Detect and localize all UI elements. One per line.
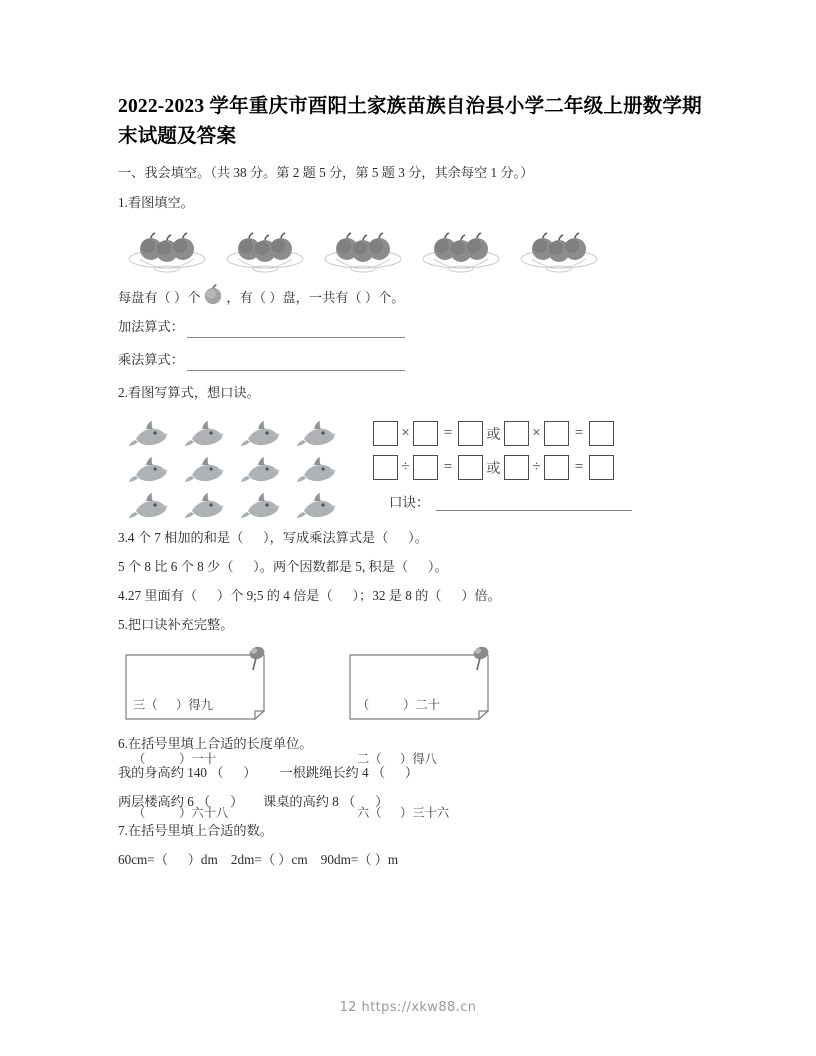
apple-plates-illustration (126, 225, 698, 281)
apple-plate-icon (322, 225, 404, 281)
bird-icon (128, 419, 173, 451)
division-equation-row (373, 455, 632, 480)
bird-icon (184, 491, 229, 523)
addition-expression-row (118, 316, 698, 338)
equals-operator: = (443, 459, 453, 475)
question-2-prompt: 2.看图写算式，想口诀。 (118, 385, 260, 400)
page-footer: 12 https://xkw88.cn (339, 1000, 477, 1015)
multiplication-expression-label: 乘法算式： (118, 352, 184, 367)
koujue-line: （ ）一十 (133, 752, 217, 766)
bird-icon (184, 455, 229, 487)
koujue-line: 六（ ）三十六 (357, 806, 450, 820)
koujue-line: （ ）六十八 (133, 806, 229, 820)
answer-box[interactable] (504, 455, 529, 480)
question-1-fill-text-b: ，有（ ）盘，一共有（ ）个。 (226, 290, 405, 305)
koujue-label: 口诀： (389, 495, 430, 510)
multiply-operator: × (532, 425, 541, 441)
multiplication-expression-row (118, 349, 698, 371)
answer-box[interactable] (504, 421, 529, 446)
addition-answer-blank[interactable] (187, 323, 405, 338)
or-conjunction: 或 (486, 427, 501, 443)
question-7-line-1: 60cm=（ ）dm 2dm=（ ）cm 90dm=（ ）m (118, 852, 399, 867)
question-1-prompt: 1.看图填空。 (118, 195, 194, 210)
answer-box[interactable] (589, 455, 614, 480)
koujue-row (389, 491, 632, 511)
question-6-line-1: 我的身高约 140 （ ） 一根跳绳长约 4 （ ） (118, 765, 419, 780)
section-one-heading: 一、我会填空。（共 38 分。第 2 题 5 分，第 5 题 3 分，其余每空 1 分。） (118, 165, 534, 180)
koujue-card-right (348, 647, 492, 820)
answer-box[interactable] (373, 421, 398, 446)
divide-operator: ÷ (532, 459, 541, 475)
question-4-line-1: 4.27 里面有（ ）个 9;5 的 4 倍是（ ）；32 是 8 的（ ）倍。 (118, 588, 501, 603)
question-3-line-2: 5 个 8 比 6 个 8 少（ ）。两个因数都是 5, 积是（ ）。 (118, 559, 448, 574)
bird-icon (240, 419, 285, 451)
answer-box[interactable] (458, 455, 483, 480)
bird-icon (296, 419, 341, 451)
question-5-prompt: 5.把口诀补充完整。 (118, 617, 234, 632)
answer-box[interactable] (373, 455, 398, 480)
question-1-fill-row (118, 287, 698, 309)
apple-plate-icon (126, 225, 208, 281)
koujue-card-left-lines (133, 660, 265, 858)
page-title: 2022-2023 学年重庆市酉阳土家族苗族自治县小学二年级上册数学期末试题及答案 (118, 96, 702, 147)
bird-icon (128, 491, 173, 523)
bird-icon (296, 491, 341, 523)
multiply-operator: × (401, 425, 410, 441)
koujue-line: （ ）二十 (357, 698, 441, 712)
answer-box[interactable] (413, 421, 438, 446)
apple-plate-icon (518, 225, 600, 281)
bird-icon (296, 455, 341, 487)
equals-operator: = (574, 425, 584, 441)
question-7-prompt: 7.在括号里填上合适的数。 (118, 823, 273, 838)
apple-plate-icon (420, 225, 502, 281)
koujue-line: 三（ ）得九 (133, 698, 213, 712)
answer-box[interactable] (413, 455, 438, 480)
bird-icon (240, 491, 285, 523)
addition-expression-label: 加法算式： (118, 319, 184, 334)
multiplication-answer-blank[interactable] (187, 356, 405, 371)
bird-icon (128, 455, 173, 487)
question-2-body (118, 419, 698, 523)
answer-box[interactable] (544, 421, 569, 446)
apple-icon (202, 284, 224, 306)
question-2-equations (373, 419, 632, 523)
question-6-line-2: 两层楼高约 6 （ ） 课桌的高约 8 （ ） (118, 794, 389, 809)
koujue-answer-blank[interactable] (436, 497, 632, 511)
answer-box[interactable] (589, 421, 614, 446)
koujue-card-right-lines (357, 660, 489, 858)
bird-grid-illustration (128, 419, 341, 523)
multiplication-equation-row (373, 421, 632, 446)
apple-plate-icon (224, 225, 306, 281)
koujue-line: 二（ ）得八 (357, 752, 437, 766)
bird-icon (240, 455, 285, 487)
bird-icon (184, 419, 229, 451)
equals-operator: = (443, 425, 453, 441)
question-3-line-1: 3.4 个 7 相加的和是（ ），写成乘法算式是（ ）。 (118, 530, 428, 545)
or-conjunction: 或 (486, 461, 501, 477)
answer-box[interactable] (458, 421, 483, 446)
equals-operator: = (574, 459, 584, 475)
page-content (118, 92, 702, 878)
question-6-prompt: 6.在括号里填上合适的长度单位。 (118, 736, 313, 751)
answer-box[interactable] (544, 455, 569, 480)
divide-operator: ÷ (401, 459, 410, 475)
question-1-fill-text-a: 每盘有（ ）个 (118, 290, 201, 305)
